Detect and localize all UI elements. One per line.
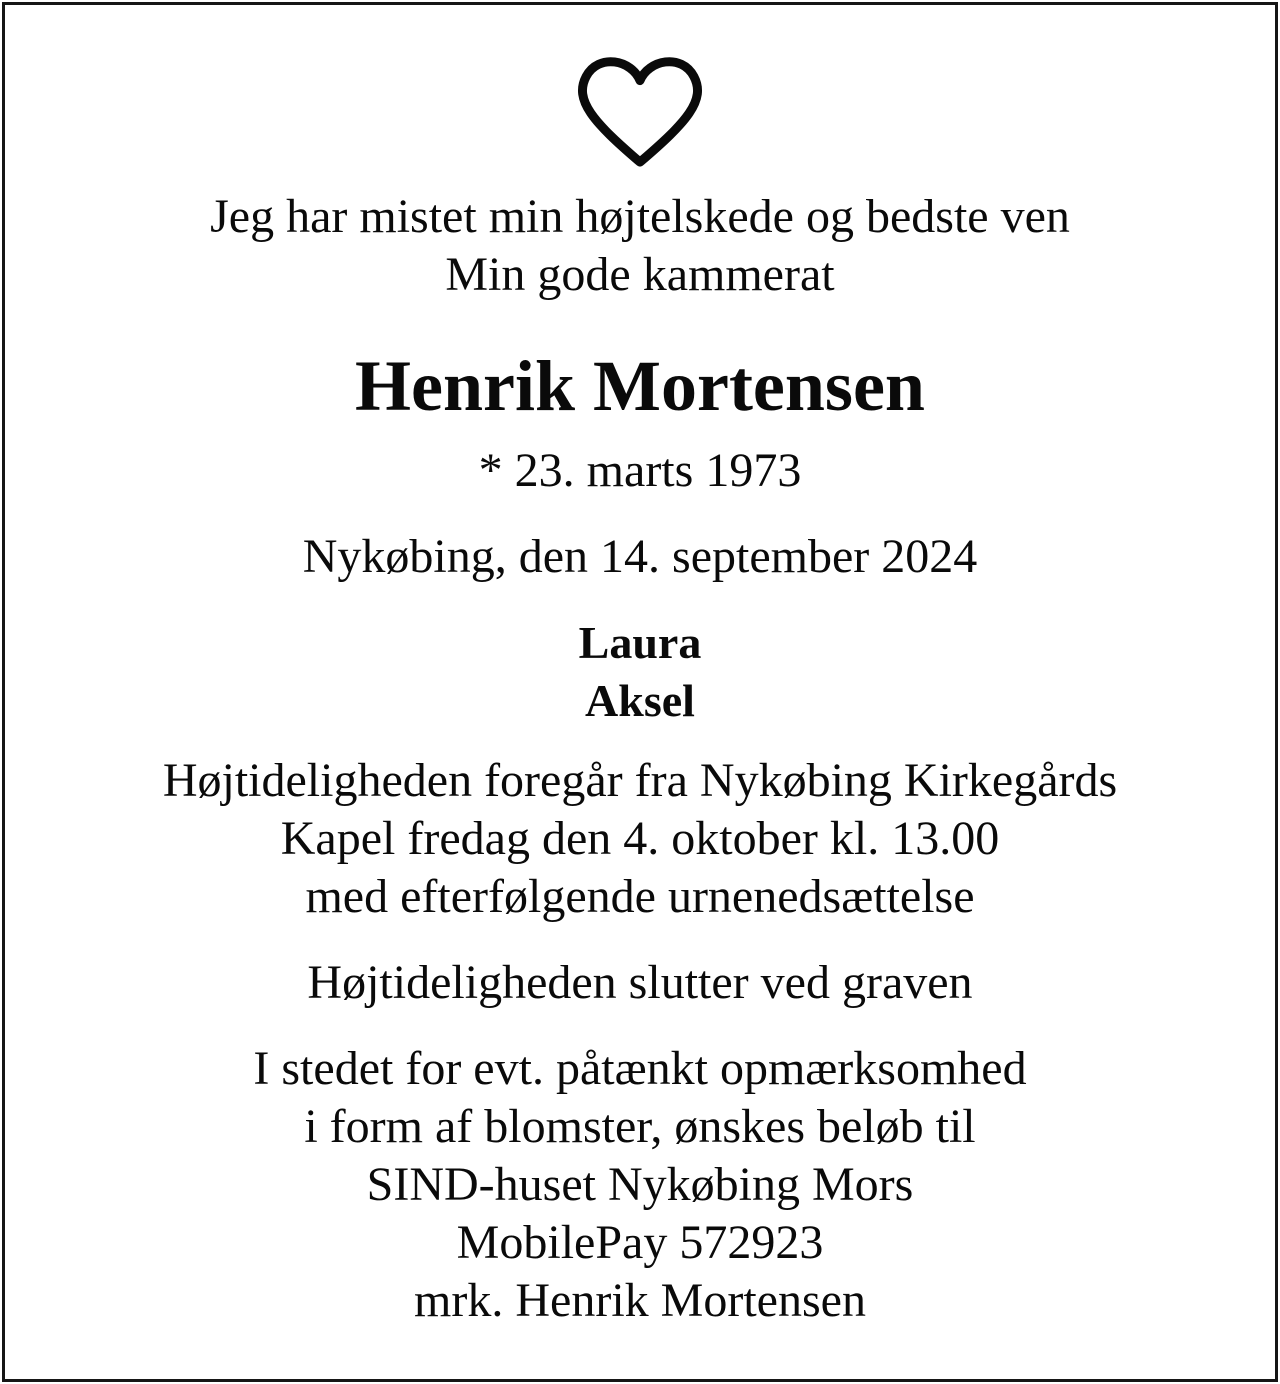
place-and-date: Nykøbing, den 14. september 2024	[302, 530, 978, 583]
donation-line-4: MobilePay 572923	[456, 1216, 824, 1269]
intro-text	[0, 188, 1280, 304]
deceased-name: Henrik Mortensen	[355, 346, 925, 426]
ceremony-line-3: med efterfølgende urnenedsættelse	[305, 870, 975, 923]
ceremony-details	[0, 752, 1280, 926]
birth-date: * 23. marts 1973	[478, 444, 802, 497]
donation-details	[0, 1040, 1280, 1330]
donation-line-1: I stedet for evt. påtænkt opmærksomhed	[253, 1042, 1027, 1095]
ceremony-line-2: Kapel fredag den 4. oktober kl. 13.00	[280, 812, 1000, 865]
intro-line-2: Min gode kammerat	[445, 248, 835, 301]
signatures	[0, 614, 1280, 730]
graveside-note: Højtideligheden slutter ved graven	[307, 956, 973, 1009]
intro-line-1: Jeg har mistet min højtelskede og bedste ven	[210, 190, 1070, 243]
heart-icon	[0, 52, 1280, 170]
signature-2: Aksel	[585, 675, 695, 726]
ceremony-line-1: Højtideligheden foregår fra Nykøbing Kirkegårds	[162, 754, 1118, 807]
donation-line-3: SIND-huset Nykøbing Mors	[366, 1158, 914, 1211]
donation-line-5: mrk. Henrik Mortensen	[414, 1274, 866, 1327]
signature-1: Laura	[578, 617, 702, 668]
donation-line-2: i form af blomster, ønskes beløb til	[304, 1100, 976, 1153]
